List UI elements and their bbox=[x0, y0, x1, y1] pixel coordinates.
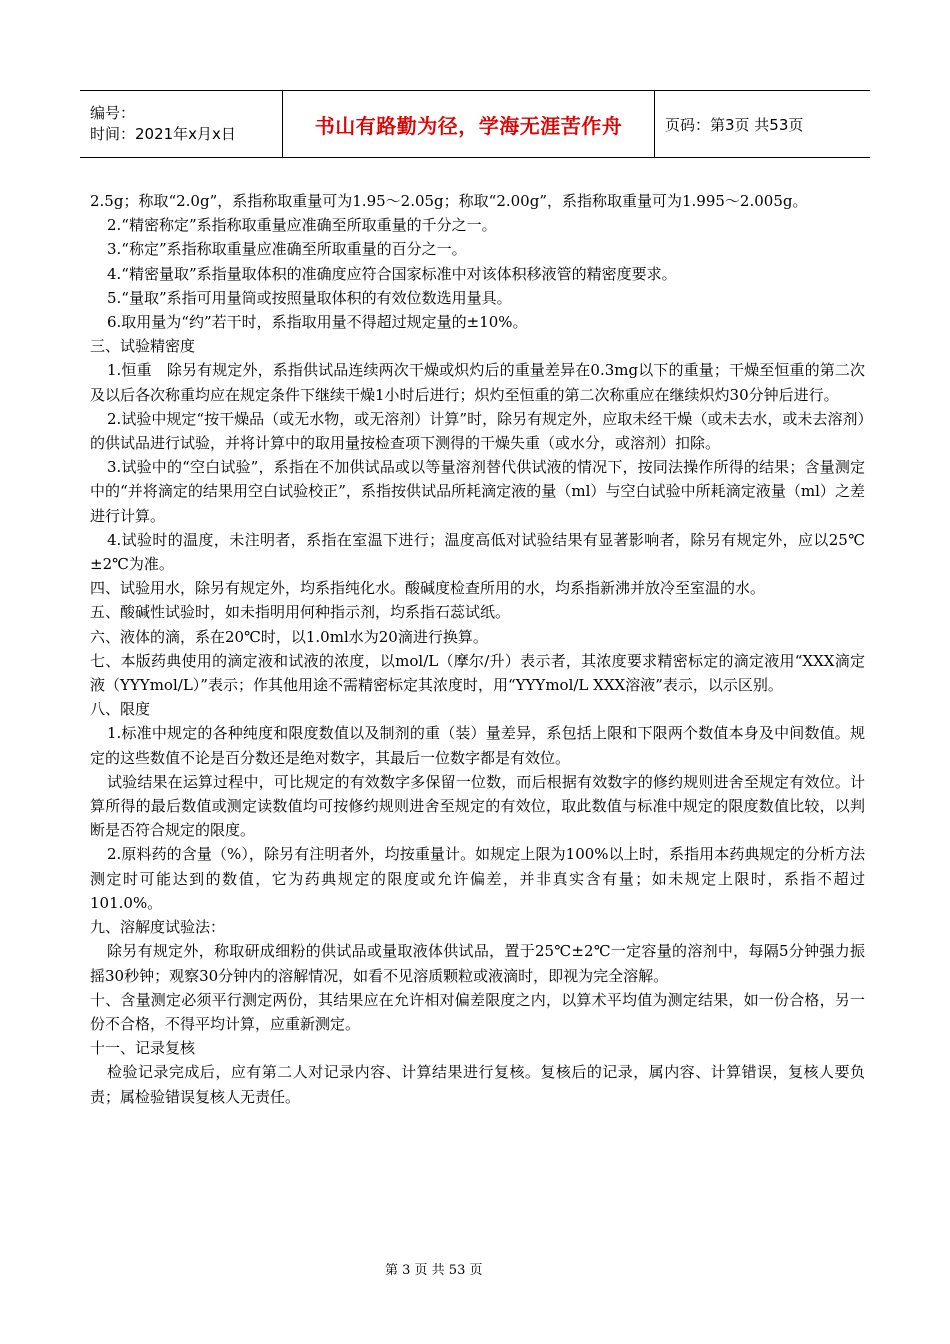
paragraph: 6.取用量为“约”若干时，系指取用量不得超过规定量的±10%。 bbox=[107, 313, 528, 332]
motto-text: 书山有路勤为径，学海无涯苦作舟 bbox=[314, 113, 623, 138]
paragraph: 七、本版药典使用的滴定液和试液的浓度，以mol/L（摩尔/升）表示者，其浓度要求精密标定的滴定液用“XXX滴定液（YYYmol/L）”表示；作其他用途不需精密标定其浓度时，用“YYYmol/L XXX溶液”表示，以示区别。 bbox=[90, 651, 865, 695]
paragraph: 3.“称定”系指称取重量应准确至所取重量的百分之一。 bbox=[107, 240, 467, 259]
paragraph: 八、限度 bbox=[90, 700, 151, 719]
document-header bbox=[80, 90, 870, 158]
paragraph: 三、试验精密度 bbox=[90, 337, 196, 356]
paragraph: 十、含量测定必须平行测定两份，其结果应在允许相对偏差限度之内，以算术平均值为测定结果，如一份合格，另一份不合格，不得平均计算，应重新测定。 bbox=[90, 990, 865, 1033]
page-label: 页码：第3页 共53页 bbox=[665, 115, 804, 134]
paragraph: 4.“精密量取”系指量取体积的准确度应符合国家标准中对该体积移液管的精密度要求。 bbox=[107, 264, 677, 283]
document-body bbox=[90, 189, 865, 1109]
header-meta bbox=[80, 91, 282, 157]
paragraph: 六、液体的滴，系在20℃时，以1.0ml水为20滴进行换算。 bbox=[90, 627, 488, 646]
header-motto-cell bbox=[282, 91, 655, 157]
paragraph: 2.原料药的含量（%），除另有注明者外，均按重量计。如规定上限为100%以上时，系指用本药典规定的分析方法测定时可能达到的数值，它为药典规定的限度或允许偏差，并非真实含有量；如未规定上限时，系指不超过101.0%。 bbox=[90, 845, 865, 912]
page-footer: 第 3 页 共 53 页 bbox=[385, 1263, 483, 1278]
paragraph: 2.5g；称取“2.0g”，系指称取重量可为1.95～2.05g；称取“2.00g”，系指称取重量可为1.995～2.005g。 bbox=[90, 192, 808, 210]
paragraph: 2.“精密称定”系指称取重量应准确至所取重量的千分之一。 bbox=[107, 216, 497, 235]
paragraph: 试验结果在运算过程中，可比规定的有效数字多保留一位数，而后根据有效数字的修约规则进舍至规定有效位。计算所得的最后数值或测定读数值均可按修约规则进舍至规定的有效位，取此数值与标准中规定的限度数值比较，以判断是否符合规定的限度。 bbox=[90, 772, 865, 840]
paragraph: 1.标准中规定的各种纯度和限度数值以及制剂的重（装）量差异，系包括上限和下限两个数值本身及中间数值。规定的这些数值不论是百分数还是绝对数字，其最后一位数字都是有效位。 bbox=[90, 724, 865, 767]
paragraph: 九、溶解度试验法： bbox=[90, 918, 226, 937]
paragraph: 2.试验中规定“按干燥品（或无水物，或无溶剂）计算”时，除另有规定外，应取未经干燥（或未去水，或未去溶剂）的供试品进行试验，并将计算中的取用量按检查项下测得的干燥失重（或水分，或溶剂）扣除。 bbox=[90, 409, 865, 453]
paragraph: 十一、记录复核 bbox=[90, 1039, 196, 1058]
paragraph: 五、酸碱性试验时，如未指明用何种指示剂，均系指石蕊试纸。 bbox=[90, 603, 511, 622]
header-page-cell bbox=[655, 91, 803, 157]
paragraph: 3.试验中的“空白试验”，系指在不加供试品或以等量溶剂替代供试液的情况下，按同法操作所得的结果；含量测定中的“并将滴定的结果用空白试验校正”，系指按供试品所耗滴定液的量（ml）与空白试验中所耗滴定液量（ml）之差进行计算。 bbox=[90, 458, 865, 525]
paragraph: 除另有规定外，称取研成细粉的供试品或量取液体供试品，置于25℃±2℃一定容量的溶剂中，每隔5分钟强力振摇30秒钟；观察30分钟内的溶解情况，如看不见溶质颗粒或液滴时，即视为完全溶解。 bbox=[90, 942, 865, 985]
paragraph: 四、试验用水，除另有规定外，均系指纯化水。酸碱度检查所用的水，均系指新沸并放冷至室温的水。 bbox=[90, 579, 766, 598]
time-label: 时间：2021年x月x日 bbox=[90, 125, 236, 143]
paragraph: 1.恒重 除另有规定外，系指供试品连续两次干燥或炽灼后的重量差异在0.3mg以下的重量；干燥至恒重的第二次及以后各次称重均应在规定条件下继续干燥1小时后进行；炽灼至恒重的第二次称重应在继续炽灼30分钟后进行。 bbox=[90, 361, 865, 404]
paragraph: 检验记录完成后，应有第二人对记录内容、计算结果进行复核。复核后的记录，属内容、计算错误，复核人要负责；属检验错误复核人无责任。 bbox=[90, 1063, 865, 1106]
paragraph: 4.试验时的温度，未注明者，系指在室温下进行；温度高低对试验结果有显著影响者，除另有规定外，应以25℃±2℃为准。 bbox=[90, 530, 865, 574]
number-label: 编号： bbox=[90, 104, 136, 122]
paragraph: 5.“量取”系指可用量筒或按照量取体积的有效位数选用量具。 bbox=[107, 288, 512, 307]
